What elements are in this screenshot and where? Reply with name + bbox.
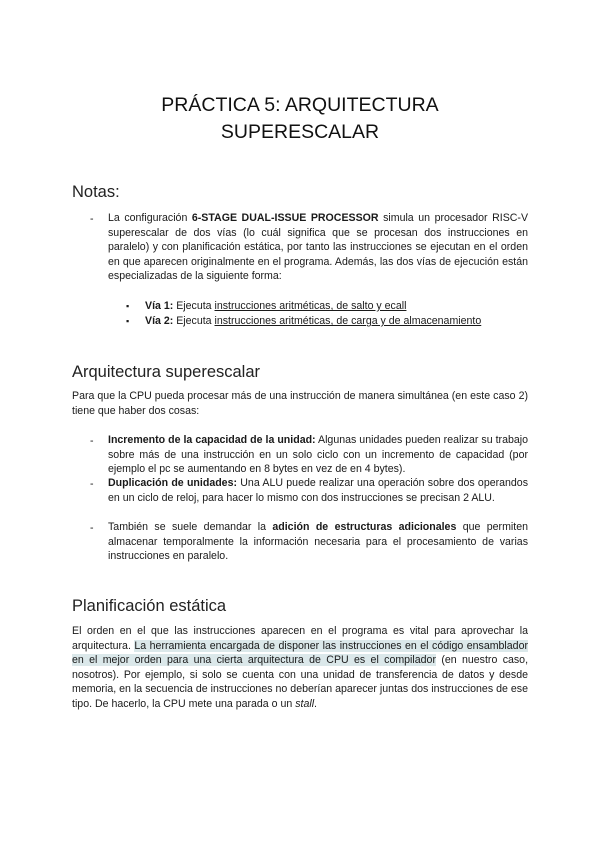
- arq-bullet-2: [108, 476, 528, 505]
- arq-bullet-3-marker: -: [90, 522, 94, 534]
- via1-item: [145, 299, 545, 314]
- via1-text: Ejecuta: [173, 300, 215, 312]
- title-line-1: PRÁCTICA 5: ARQUITECTURA: [161, 94, 439, 116]
- plan-paragraph: [72, 624, 528, 712]
- via2-item: [145, 314, 545, 329]
- notas-text-a: La configuración: [108, 212, 192, 224]
- notas-bullet: -: [90, 213, 94, 225]
- arq-b3-text-a: También se suele demandar la: [108, 521, 273, 533]
- plan-heading: Planificación estática: [72, 597, 227, 615]
- arq-b2-text: Una ALU puede realizar una operación sobre dos operandos en un ciclo de reloj, para hacer lo mismo con dos instrucciones se precisan 2 ALU.: [108, 477, 528, 504]
- via1-link[interactable]: instrucciones aritméticas, de salto y ecall: [214, 300, 407, 312]
- arq-intro: Para que la CPU pueda procesar más de una instrucción de manera simultánea (en este caso 2) tiene que haber dos cosas:: [72, 390, 528, 417]
- arq-bullet-3: [108, 520, 528, 564]
- via2-link[interactable]: instrucciones aritméticas, de carga y de almacenamiento: [214, 315, 482, 327]
- arq-b3-label: adición de estructuras adicionales: [272, 521, 457, 533]
- via2-text: Ejecuta: [173, 315, 215, 327]
- arq-b3-text-b: que permiten almacenar temporalmente la información necesaria para el procesamiento de varias instrucciones en paralelo.: [108, 521, 528, 563]
- config-name: 6-STAGE DUAL-ISSUE PROCESSOR: [191, 212, 379, 224]
- notas-heading: Notas:: [72, 183, 120, 201]
- via1-label: Vía 1:: [145, 300, 174, 312]
- plan-text-end: .: [314, 697, 317, 710]
- arq-b2-label: Duplicación de unidades:: [108, 477, 237, 489]
- plan-text-a: El orden en el que las instrucciones aparecen en el programa es vital para aprovechar la arquitectura.: [72, 625, 528, 652]
- plan-text-b: (en nuestro caso, nosotros). Por ejemplo, si solo se cuenta con una unidad de transferencia de datos y desde memoria, en la secuencia de instrucciones no deberían aparecer juntas dos instrucciones de ese tipo. De hacerlo, la CPU mete una parada o un: [72, 654, 529, 710]
- via2-label: Vía 2:: [145, 315, 174, 327]
- via2-bullet: ▪: [126, 316, 130, 326]
- arq-bullet-2-marker: -: [90, 478, 94, 490]
- arq-b1-label: Incremento de la capacidad de la unidad:: [108, 434, 316, 446]
- arq-heading: Arquitectura superescalar: [72, 363, 261, 381]
- via1-bullet: ▪: [126, 301, 130, 311]
- page-title: [0, 92, 600, 146]
- plan-highlight: La herramienta encargada de disponer las instrucciones en el código ensamblador en el mejor orden para una cierta arquitectura de CPU es el compilador: [72, 639, 528, 667]
- stall-term: stall: [295, 697, 315, 710]
- arq-bullet-1: [108, 433, 528, 477]
- arq-b1-text: Algunas unidades pueden realizar su trabajo sobre más de una instrucción en un solo ciclo con un incremento de capacidad (por ejemplo el pc se aumentando en 8 bytes en vez de en 4 bytes).: [108, 434, 528, 476]
- notas-paragraph: [108, 211, 528, 284]
- title-line-2: SUPERESCALAR: [220, 121, 380, 143]
- notas-text-c: simula un procesador RISC-V superescalar de dos vías (lo cuál significa que se procesan dos instrucciones en paralelo) y con planificación estática, por tanto las instrucciones se ejecutan en el orden en que aparecen originalmente en el programa. Además, las dos vías de ejecución están especializadas de la siguiente forma:: [108, 212, 529, 283]
- arq-bullet-1-marker: -: [90, 435, 94, 447]
